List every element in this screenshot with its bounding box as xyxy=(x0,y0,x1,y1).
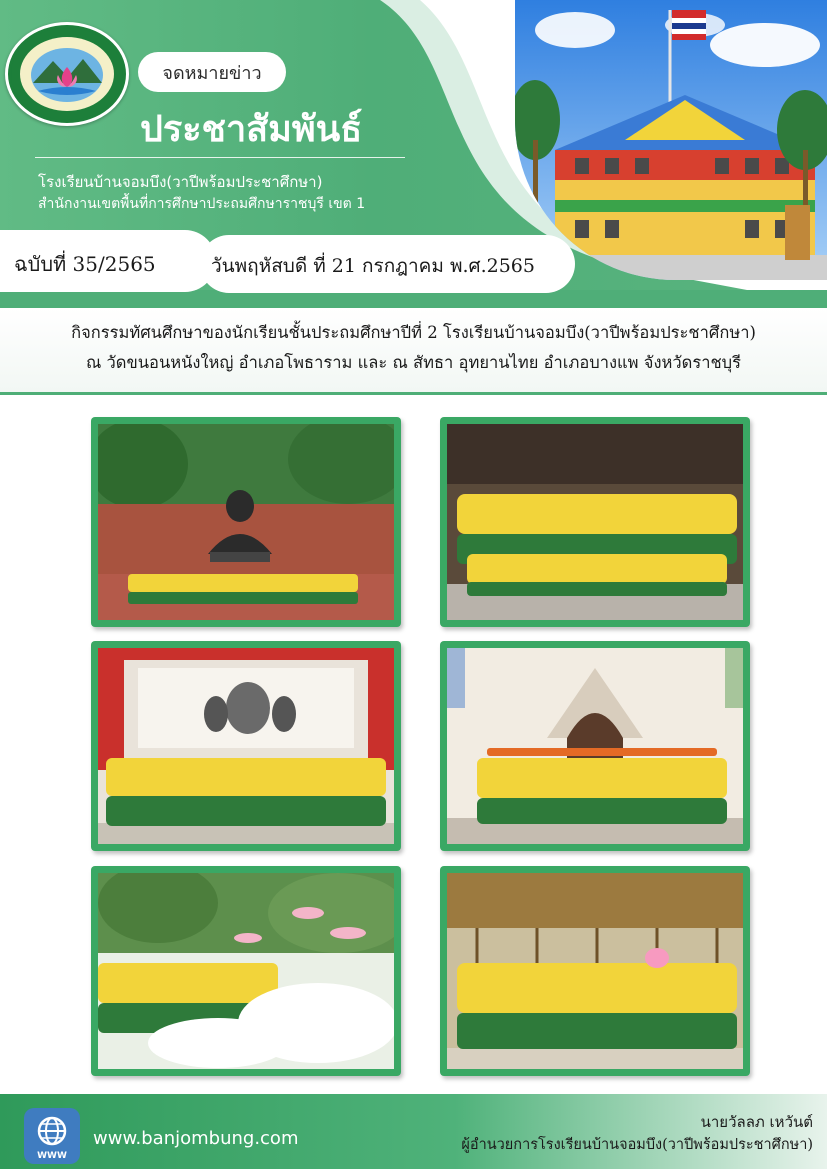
school-name: โรงเรียนบ้านจอมบึง(วาปีพร้อมประชาศึกษา) xyxy=(38,173,323,191)
page-title: ประชาสัมพันธ์ xyxy=(140,109,363,150)
issue-date: วันพฤหัสบดี ที่ 21 กรกฎาคม พ.ศ.2565 xyxy=(211,255,535,277)
headline-line-2: ณ วัดขนอนหนังใหญ่ อำเภอโพธาราม และ ณ สัทธา อุทยานไทย อำเภอบางแพ จังหวัดราชบุรี xyxy=(85,353,742,372)
www-icon-label: WWW xyxy=(37,1151,67,1161)
headline-line-1: กิจกรรมทัศนศึกษาของนักเรียนชั้นประถมศึกษาปีที่ 2 โรงเรียนบ้านจอมบึง(วาปีพร้อมประชาศึกษา) xyxy=(71,323,756,342)
photo-buddha-statue xyxy=(91,417,401,627)
issue-number: ฉบับที่ 35/2565 xyxy=(14,252,156,276)
header-divider xyxy=(35,157,405,158)
newsletter-pill-label: จดหมายข่าว xyxy=(138,52,286,92)
school-logo xyxy=(5,22,129,126)
director-title: ผู้อำนวยการโรงเรียนบ้านจอมบึง(วาปีพร้อมประชาศึกษา) xyxy=(461,1137,813,1153)
office-name: สำนักงานเขตพื้นที่การศึกษาประถมศึกษาราชบุรี เขต 1 xyxy=(38,196,366,212)
globe-www-icon xyxy=(24,1108,80,1164)
director-name: นายวัลลภ เหวันต์ xyxy=(700,1113,813,1131)
photo-shadow-puppet-stage xyxy=(91,641,401,851)
photo-garden-white-flowers xyxy=(91,866,401,1076)
website-link[interactable]: www.banjombung.com xyxy=(93,1128,299,1149)
photo-bamboo-walkway xyxy=(440,866,750,1076)
photo-group-indoor xyxy=(440,417,750,627)
photo-thai-building-entrance xyxy=(440,641,750,851)
